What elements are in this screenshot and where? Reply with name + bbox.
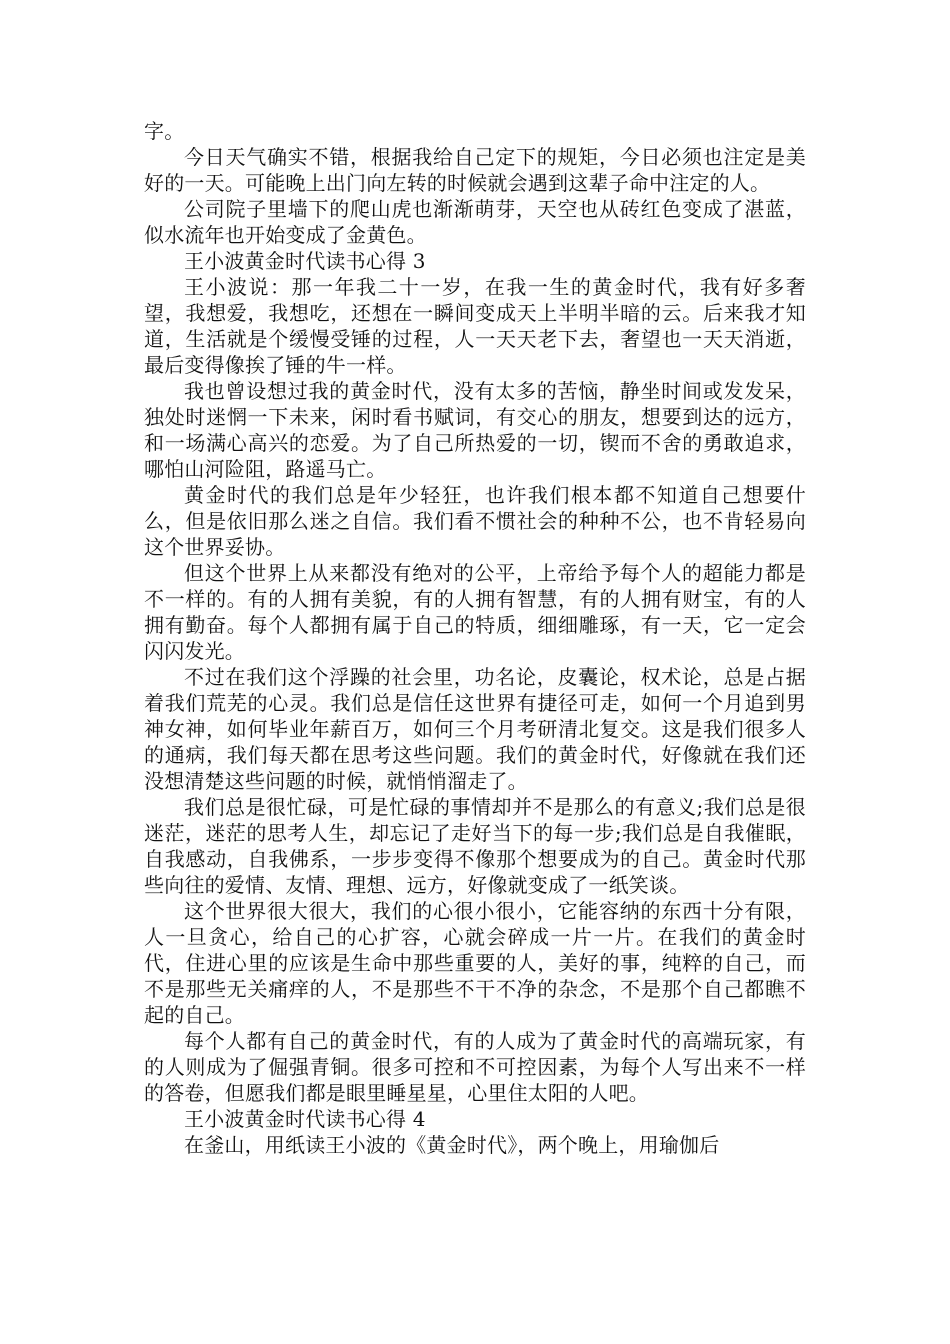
- paragraph: 不过在我们这个浮躁的社会里，功名论，皮囊论，权术论，总是占据着我们荒芜的心灵。我们总是信任这世界有捷径可走，如何一个月追到男神女神，如何毕业年薪百万，如何三个月考研清北复交。这是我们很多人的通病，我们每天都在思考这些问题。我们的黄金时代，好像就在我们还没想清楚这些问题的时候，就悄悄溜走了。: [144, 665, 806, 793]
- paragraph: 王小波说：那一年我二十一岁，在我一生的黄金时代，我有好多奢望，我想爱，我想吃，还想在一瞬间变成天上半明半暗的云。后来我才知道，生活就是个缓慢受锤的过程，人一天天老下去，奢望也一天天消逝，最后变得像挨了锤的牛一样。: [144, 275, 806, 377]
- paragraph: 在釜山，用纸读王小波的《黄金时代》，两个晚上，用瑜伽后: [184, 1133, 720, 1157]
- section-heading: 王小波黄金时代读书心得 4: [184, 1107, 426, 1131]
- document-page: [144, 118, 806, 1158]
- paragraph: 我也曾设想过我的黄金时代，没有太多的苦恼，静坐时间或发发呆，独处时迷惘一下未来，闲时看书赋词，有交心的朋友，想要到达的远方，和一场满心高兴的恋爱。为了自己所热爱的一切，锲而不舍的勇敢追求，哪怕山河险阻，路遥马亡。: [144, 379, 806, 481]
- paragraph: 但这个世界上从来都没有绝对的公平，上帝给予每个人的超能力都是不一样的。有的人拥有美貌，有的人拥有智慧，有的人拥有财宝，有的人拥有勤奋。每个人都拥有属于自己的特质，细细雕琢，有一天，它一定会闪闪发光。: [144, 561, 806, 663]
- paragraph: 我们总是很忙碌，可是忙碌的事情却并不是那么的有意义;我们总是很迷茫，迷茫的思考人生，却忘记了走好当下的每一步;我们总是自我催眠，自我感动，自我佛系，一步步变得不像那个想要成为的自己。黄金时代那些向往的爱情、友情、理想、远方，好像就变成了一纸笑谈。: [144, 795, 806, 897]
- paragraph-continuation: 字。: [144, 119, 185, 143]
- paragraph: 公司院子里墙下的爬山虎也渐渐萌芽，天空也从砖红色变成了湛蓝，似水流年也开始变成了金黄色。: [144, 197, 806, 247]
- paragraph: 这个世界很大很大，我们的心很小很小，它能容纳的东西十分有限，人一旦贪心，给自己的心扩容，心就会碎成一片一片。在我们的黄金时代，住进心里的应该是生命中那些重要的人，美好的事，纯粹的自己，而不是那些无关痛痒的人，不是那些不干不净的杂念，不是那个自己都瞧不起的自己。: [144, 899, 806, 1027]
- paragraph: 黄金时代的我们总是年少轻狂，也许我们根本都不知道自己想要什么，但是依旧那么迷之自信。我们看不惯社会的种种不公，也不肯轻易向这个世界妥协。: [144, 483, 806, 559]
- section-heading: 王小波黄金时代读书心得 3: [184, 249, 426, 273]
- paragraph: 每个人都有自己的黄金时代，有的人成为了黄金时代的高端玩家，有的人则成为了倔强青铜。很多可控和不可控因素，为每个人写出来不一样的答卷，但愿我们都是眼里睡星星，心里住太阳的人吧。: [144, 1029, 806, 1105]
- paragraph: 今日天气确实不错，根据我给自己定下的规矩，今日必须也注定是美好的一天。可能晚上出门向左转的时候就会遇到这辈子命中注定的人。: [144, 145, 806, 195]
